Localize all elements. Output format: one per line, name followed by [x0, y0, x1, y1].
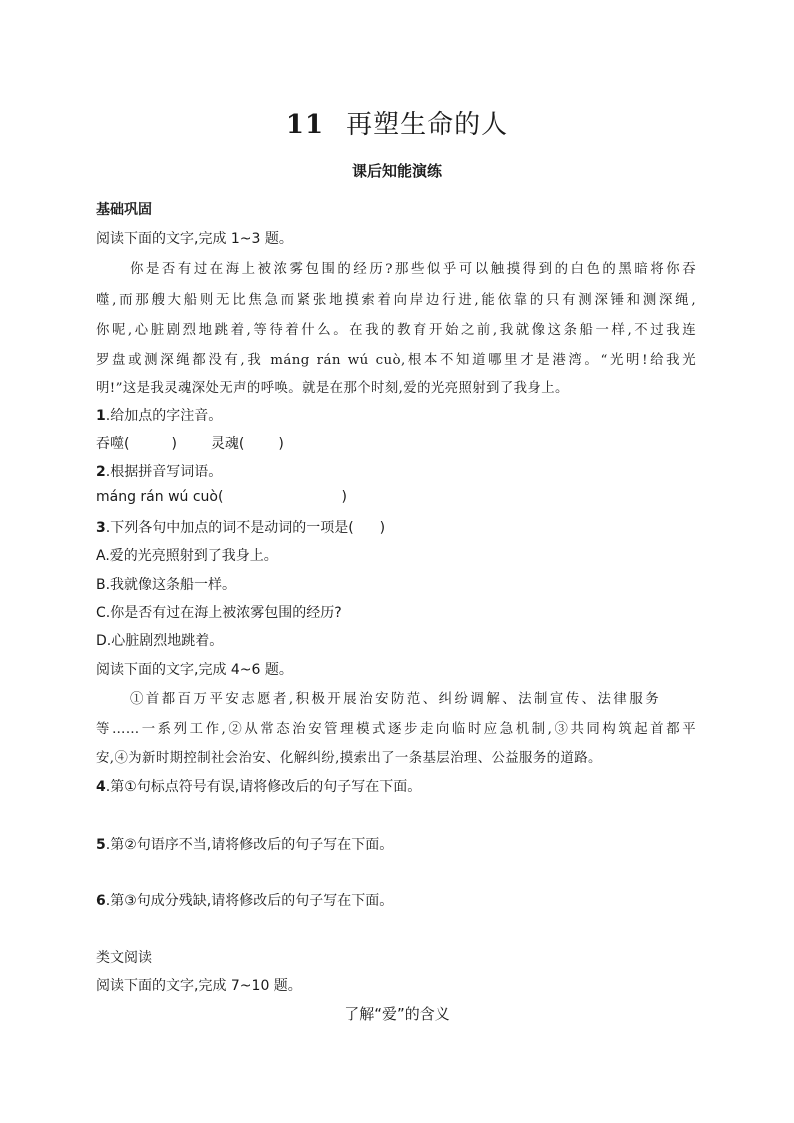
question-5 [96, 834, 393, 854]
question-2-text: .根据拼音写词语。 [105, 464, 223, 480]
question-3-text: .下列各句中加点的词不是动词的一项是( [105, 520, 354, 536]
option-d: D.心脏剧烈地跳着。 [96, 633, 224, 649]
question-5-text: .第②句语序不当,请将修改后的句子写在下面。 [105, 837, 394, 853]
question-2-number: 2 [96, 464, 106, 480]
section-heading-basic: 基础巩固 [96, 202, 152, 218]
q1-item-tunshi: 吞噬( [96, 436, 130, 452]
question-4 [96, 776, 421, 796]
instruction-q7-10: 阅读下面的文字,完成 7~10 题。 [96, 978, 302, 994]
passage1-line-2: 噬,而那艘大船则无比焦急而紧张地摸索着向岸边行进,能依靠的只有测深锤和测深绳, [96, 293, 696, 308]
question-2 [96, 461, 222, 481]
instruction-q4-6: 阅读下面的文字,完成 4~6 题。 [96, 662, 293, 678]
q1-close-2: ) [278, 436, 284, 452]
passage2-line-2: 等……一系列工作,②从常态治安管理模式逐步走向临时应急机制,③共同构筑起首都平 [96, 722, 696, 737]
lesson-title [0, 104, 794, 141]
q1-close-1: ) [171, 436, 177, 452]
question-3-number: 3 [96, 520, 106, 536]
option-c: C.你是否有过在海上被浓雾包围的经历? [96, 605, 342, 621]
question-4-text: .第①句标点符号有误,请将修改后的句子写在下面。 [105, 779, 422, 795]
passage1-line-1: 你是否有过在海上被浓雾包围的经历?那些似乎可以触摸得到的白色的黑暗将你吞 [130, 262, 696, 277]
q3-close: ) [379, 520, 386, 536]
section-heading-reading: 类文阅读 [96, 950, 152, 966]
question-1-number: 1 [96, 408, 106, 424]
question-4-number: 4 [96, 779, 106, 795]
question-6-number: 6 [96, 893, 106, 909]
article-title: 了解“爱”的含义 [344, 1005, 450, 1023]
q2-pinyin: máng rán wú cuò( [96, 489, 224, 505]
question-3 [96, 517, 385, 537]
option-b: B.我就像这条船一样。 [96, 577, 237, 593]
q1-item-linghun: 灵魂( [210, 436, 245, 452]
lesson-number: 11 [285, 110, 325, 140]
passage2-line-1: ①首都百万平安志愿者,积极开展治安防范、纠纷调解、法制宣传、法律服务 [130, 692, 659, 707]
exercise-subtitle: 课后知能演练 [351, 162, 442, 180]
question-2-answer [96, 489, 347, 505]
question-1-text: .给加点的字注音。 [105, 408, 223, 424]
question-6 [96, 890, 393, 910]
option-a: A.爱的光亮照射到了我身上。 [96, 548, 278, 564]
question-5-number: 5 [96, 837, 106, 853]
question-1 [96, 405, 222, 425]
instruction-q1-3: 阅读下面的文字,完成 1~3 题。 [96, 231, 293, 247]
passage1-line-5: 明!”这是我灵魂深处无声的呼唤。就是在那个时刻,爱的光亮照射到了我身上。 [96, 381, 569, 396]
passage1-line-3: 你呢,心脏剧烈地跳着,等待着什么。在我的教育开始之前,我就像这条船一样,不过我连 [96, 323, 696, 338]
lesson-name: 再塑生命的人 [346, 110, 509, 140]
q2-close: ) [341, 489, 347, 505]
passage2-line-3: 安,④为新时期控制社会治安、化解纠纷,摸索出了一条基层治理、公益服务的道路。 [96, 751, 602, 766]
question-1-answers [96, 433, 284, 453]
question-6-text: .第③句成分残缺,请将修改后的句子写在下面。 [105, 893, 394, 909]
passage1-line-4: 罗盘或测深绳都没有,我 máng rán wú cuò,根本不知道哪里才是港湾。“光明!给我光 [96, 353, 696, 368]
